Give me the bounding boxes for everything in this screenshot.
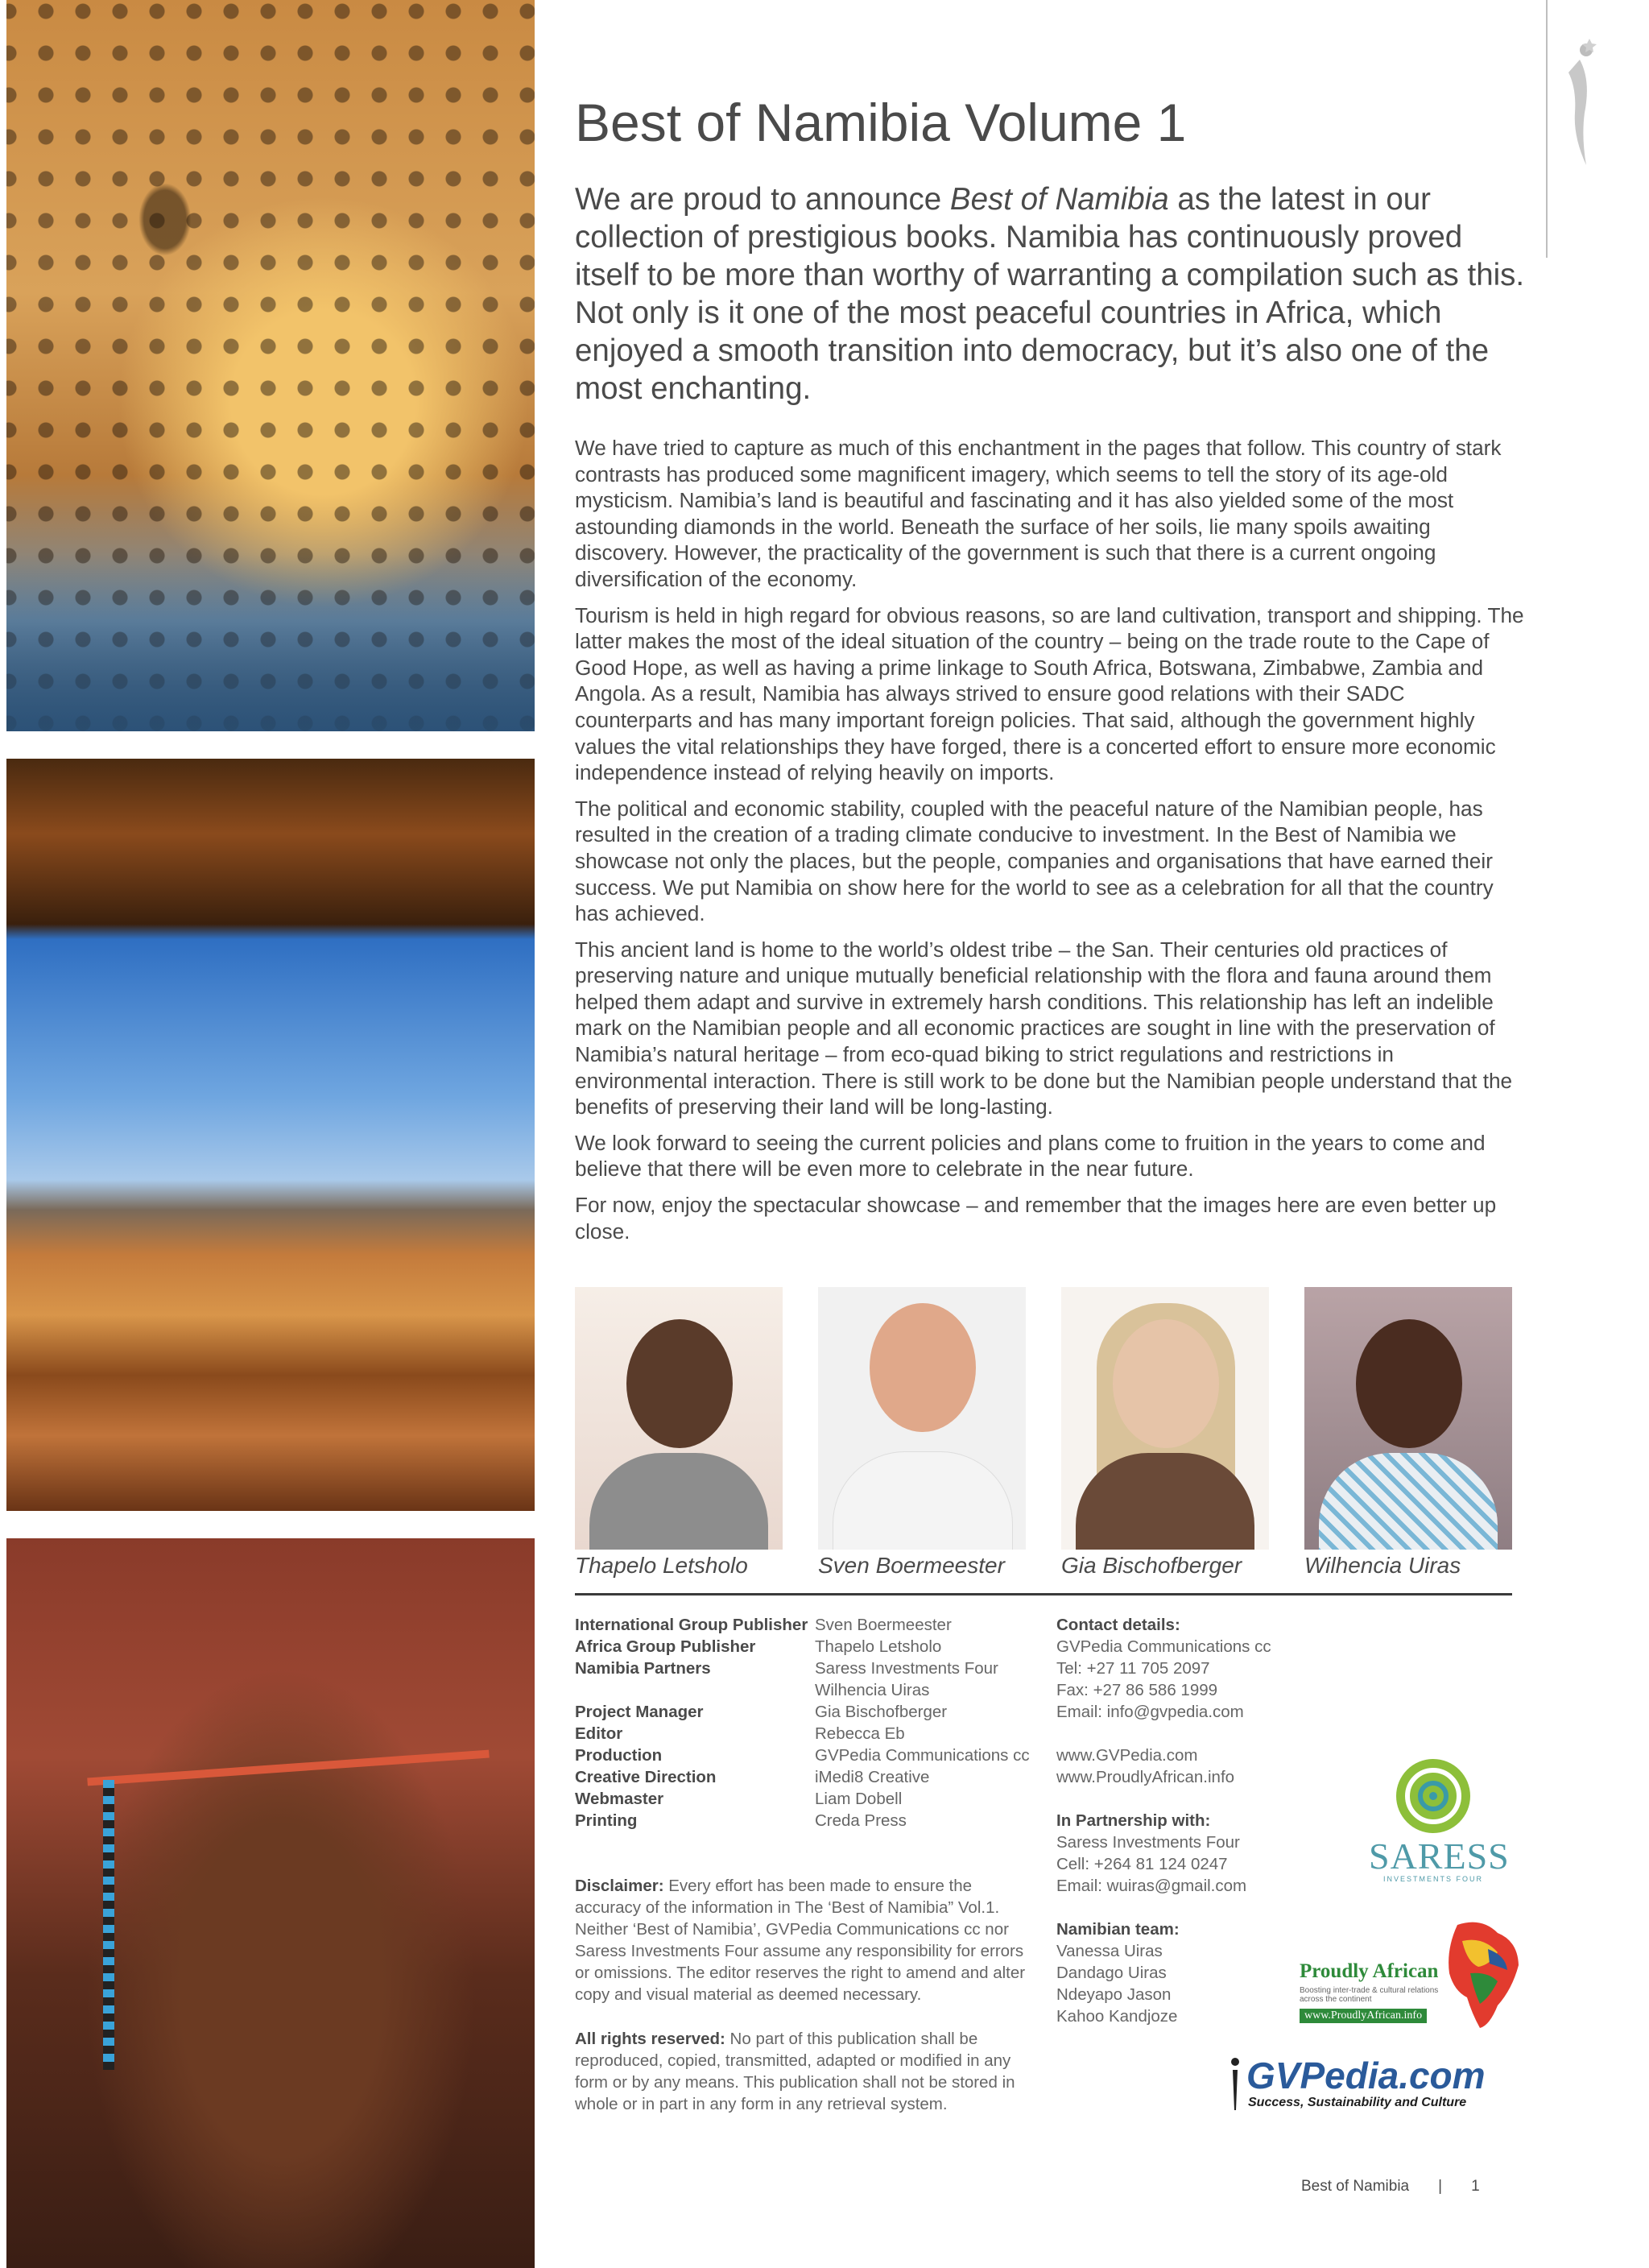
body-paragraph: We have tried to capture as much of this enchantment in the pages that follow. This country of stark contrasts has produced some magnificent imagery, which seems to tell the story of its age-old mysticism. Namibia’s land is beautiful and fascinating and it has also yielded some of the most astounding diamonds in the world. Beneath the surface of her soils, lie many spoils awaiting discovery. However, the practicality of the government is such that there is a current ongoing diversification of the economy. [575, 436, 1502, 591]
intro-text-start: We are proud to announce [575, 182, 950, 217]
gvpedia-tagline: Success, Sustainability and Culture [1248, 2096, 1467, 2109]
portrait-torso [589, 1453, 768, 1550]
partner-email: Email: wuiras@gmail.com [1056, 1877, 1247, 1895]
portrait-head [1113, 1319, 1219, 1448]
credit-role: Project Manager [575, 1703, 704, 1721]
contact-website: www.GVPedia.com [1056, 1746, 1198, 1765]
credit-name: Saress Investments Four [815, 1659, 998, 1678]
contact-heading: Contact details: [1056, 1616, 1180, 1634]
credit-row [575, 1744, 1030, 1766]
disclaimer-label: Disclaimer: [575, 1877, 664, 1895]
credit-name: Rebecca Eb [815, 1724, 905, 1743]
portrait-caption: Wilhencia Uiras [1304, 1553, 1461, 1578]
credit-name: Sven Boermeester [815, 1616, 952, 1634]
footer-publication: Best of Namibia [1301, 2178, 1410, 2195]
leopard-photo [6, 0, 535, 731]
credit-row [575, 1723, 1030, 1744]
team-member: Dandago Uiras [1056, 1964, 1167, 1982]
page-footer [1301, 2178, 1480, 2196]
credit-row [575, 1658, 1030, 1679]
rock-arch-landscape-photo [6, 759, 535, 1511]
credit-role: Webmaster [575, 1790, 664, 1808]
contact-tel: Tel: +27 11 705 2097 [1056, 1659, 1210, 1678]
contact-fax: Fax: +27 86 586 1999 [1056, 1681, 1218, 1699]
credit-name: Gia Bischofberger [815, 1703, 948, 1721]
bead-strand [103, 1780, 114, 2070]
credit-name: Creda Press [815, 1811, 907, 1830]
portrait-torso [1319, 1453, 1498, 1550]
gvpedia-logo-text: GVPedia.com [1246, 2055, 1486, 2096]
partner-cell: Cell: +264 81 124 0247 [1056, 1855, 1228, 1873]
credit-role [575, 1679, 815, 1701]
credit-row [575, 1766, 1030, 1788]
body-paragraph: We look forward to seeing the current policies and plans come to fruition in the years to come and believe that there will be even more to celebrate in the near future. [575, 1130, 1486, 1182]
body-paragraph: The political and economic stability, coupled with the peaceful nature of the Namibian people, has resulted in the creation of a trading climate conducive to investment. In the Best of Namibia we showcase not only the places, but the people, companies and organisations that have earned their success. We put Namibia on show here for the world to see as a celebration for all that the country has achieved. [575, 796, 1494, 926]
credit-role: Production [575, 1746, 663, 1765]
rights-notice [575, 2028, 1042, 2115]
portrait-photo [575, 1287, 783, 1550]
team-heading: Namibian team: [1056, 1920, 1180, 1939]
credit-name: Liam Dobell [815, 1790, 903, 1808]
himba-woman-photo [6, 1538, 535, 2268]
disclaimer-text: Every effort has been made to ensure the accuracy of the information in The ‘Best of Namibia” Vol.1. Neither ‘Best of Namibia’, GVPedia Communications cc nor Saress Investments Four assume any responsibility for errors or omissions. The editor reserves the right to amend and alter copy and visual material as deemed necessary. [575, 1877, 1026, 2004]
intro-paragraph [575, 180, 1525, 408]
credit-row [575, 1810, 1030, 1831]
portrait-head [870, 1303, 976, 1432]
proudly-african-logo-text: Proudly African [1300, 1960, 1439, 1982]
page-number: 1 [1471, 2178, 1480, 2195]
team-member: Vanessa Uiras [1056, 1942, 1163, 1960]
partnership-heading: In Partnership with: [1056, 1811, 1211, 1830]
figure-logo-icon [1562, 32, 1602, 169]
portrait-photo [818, 1287, 1026, 1550]
saress-logo-text: SARESS [1369, 1836, 1510, 1877]
portrait-caption: Thapelo Letsholo [575, 1553, 748, 1578]
section-divider [575, 1593, 1512, 1595]
portrait-photo [1061, 1287, 1269, 1550]
contact-website: www.ProudlyAfrican.info [1056, 1768, 1235, 1786]
proudly-african-tagline: Boosting inter-trade & cultural relations across the continent [1300, 1986, 1439, 2004]
portrait-caption: Gia Bischofberger [1061, 1553, 1242, 1578]
water-surface [6, 554, 535, 731]
credit-row [575, 1614, 1030, 1636]
credit-row [575, 1788, 1030, 1810]
proudly-african-url: www.ProudlyAfrican.info [1300, 2009, 1427, 2023]
intro-text-end: as the latest in our collection of prestigious books. Namibia has continuously proved itself to be more than worthy of warranting a compilation such as this. Not only is it one of the most peaceful countries in Africa, which enjoyed a smooth transition into democracy, but it’s also one of the most enchanting. [575, 182, 1525, 406]
credit-row [575, 1636, 1030, 1658]
credit-name: iMedi8 Creative [815, 1768, 930, 1786]
portrait-photo [1304, 1287, 1512, 1550]
credit-name: GVPedia Communications cc [815, 1746, 1030, 1765]
gvpedia-mark-icon [1230, 2055, 1240, 2112]
portrait-caption: Sven Boermeester [818, 1553, 1005, 1578]
corner-rule [1546, 0, 1548, 258]
page-title: Best of Namibia Volume 1 [575, 93, 1187, 152]
credit-row [575, 1679, 1030, 1701]
body-paragraph: This ancient land is home to the world’s oldest tribe – the San. Their centuries old practices of preserving nature and unique mutually beneficial relationship with the flora and fauna around them helped them adapt and survive in extremely harsh conditions. This relationship has left an indelible mark on the Namibian people and all economic practices are sought in line with the preservation of Namibia’s natural heritage – from eco-quad biking to strict regulations and restrictions in environmental interaction. There is still work to be done but the Namibian people understand that the benefits of preserving their land will be long-lasting. [575, 937, 1513, 1120]
credit-role: Africa Group Publisher [575, 1637, 756, 1656]
partner-name: Saress Investments Four [1056, 1833, 1240, 1852]
footer-separator: | [1438, 2178, 1443, 2195]
body-paragraph: For now, enjoy the spectacular showcase – and remember that the images here are even better up close. [575, 1193, 1497, 1244]
saress-logo-subtext: INVESTMENTS FOUR [1382, 1875, 1483, 1883]
credit-role: Editor [575, 1724, 623, 1743]
credit-name: Thapelo Letsholo [815, 1637, 942, 1656]
credit-role: Namibia Partners [575, 1659, 711, 1678]
rights-label: All rights reserved: [575, 2030, 725, 2048]
credit-role: Printing [575, 1811, 638, 1830]
contact-company: GVPedia Communications cc [1056, 1637, 1271, 1656]
portrait-head [1356, 1319, 1462, 1448]
credit-name: Wilhencia Uiras [815, 1681, 930, 1699]
headband [87, 1750, 489, 1786]
body-text [575, 435, 1525, 1254]
team-member: Kahoo Kandjoze [1056, 2007, 1178, 2026]
portrait-torso [833, 1451, 1013, 1550]
rights-text: No part of this publication shall be reproduced, copied, transmitted, adapted or modified in any form or by any means. This publication shall not be stored in whole or in part in any form in any retrieval system. [575, 2030, 1015, 2113]
credits-list [575, 1614, 1030, 1831]
disclaimer [575, 1875, 1042, 2005]
portrait-head [626, 1319, 733, 1448]
team-member: Ndeyapo Jason [1056, 1985, 1172, 2004]
body-paragraph: Tourism is held in high regard for obvious reasons, so are land cultivation, transport and shipping. The latter makes the most of the ideal situation of the country – being on the trade route to the Cape of Good Hope, as well as having a prime linkage to South Africa, Botswana, Zimbabwe, Zambia and Angola. As a result, Namibia has always strived to ensure good relations with their SADC counterparts and has many important foreign policies. That said, although the government highly values the vital relationships they have forged, there is a concerted effort to ensure more economic independence instead of relying heavily on imports. [575, 602, 1524, 785]
credit-role: Creative Direction [575, 1768, 717, 1786]
credit-role: International Group Publisher [575, 1616, 808, 1634]
contact-email: Email: info@gvpedia.com [1056, 1703, 1244, 1721]
intro-book-title: Best of Namibia [949, 182, 1169, 217]
credit-row [575, 1701, 1030, 1723]
